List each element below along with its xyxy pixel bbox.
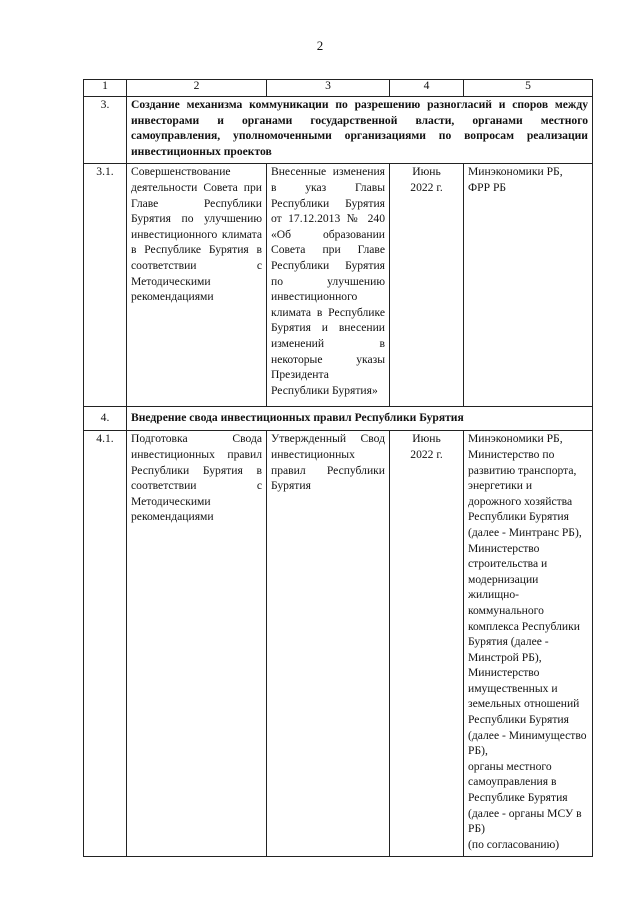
deadline-cell: Июнь 2022 г. (390, 164, 464, 407)
measure-cell: Совершенствование деятельности Совета при Главе Республики Бурятия по улучшению инвестиционного климата в Республике Бурятия в соответствии с Методическими рекомендациями (127, 164, 267, 407)
deadline-cell: Июнь 2022 г. (390, 431, 464, 857)
section-row (84, 97, 593, 164)
section-number: 4. (84, 407, 127, 431)
section-row (84, 407, 593, 431)
column-number-row (84, 80, 593, 97)
column-number: 2 (127, 80, 267, 97)
table-row (84, 164, 593, 407)
column-number: 4 (390, 80, 464, 97)
section-number: 3. (84, 97, 127, 164)
column-number: 3 (267, 80, 390, 97)
item-number: 3.1. (84, 164, 127, 407)
responsible-cell: Минэкономики РБ, Министерство по развитию транспорта, энергетики и дорожного хозяйства Республики Бурятия (далее - Минтранс РБ), Министерство строительства и модернизации жилищно-коммунального комплекса Республики Бурятия (далее - Минстрой РБ), Министерство имущественных и земельных отношений Республики Бурятия (далее - Минимущество РБ), органы местного самоуправления в Республике Бурятия (далее - органы МСУ в РБ) (по согласованию) (464, 431, 593, 857)
responsible-cell: Минэкономики РБ, ФРР РБ (464, 164, 593, 407)
item-number: 4.1. (84, 431, 127, 857)
column-number: 1 (84, 80, 127, 97)
result-cell: Внесенные изменения в указ Главы Республики Бурятия от 17.12.2013 № 240 «Об образовании Совета при Главе Республики Бурятия по улучшению инвестиционного климата в Республике Бурятия и внесении изменений в некоторые указы Президента Республики Бурятия» (267, 164, 390, 407)
page-number: 2 (316, 38, 324, 53)
column-number: 5 (464, 80, 593, 97)
result-cell: Утвержденный Свод инвестиционных правил Республики Бурятия (267, 431, 390, 857)
table-row (84, 431, 593, 857)
measures-table (83, 79, 593, 857)
measure-cell: Подготовка Свода инвестиционных правил Республики Бурятия в соответствии с Методическими рекомендациями (127, 431, 267, 857)
section-title: Создание механизма коммуникации по разрешению разногласий и споров между инвесторами и органами государственной власти, органами местного самоуправления, уполномоченными организациями по вопросам реализации инвестиционных проектов (127, 97, 593, 164)
section-title: Внедрение свода инвестиционных правил Республики Бурятия (127, 407, 593, 431)
